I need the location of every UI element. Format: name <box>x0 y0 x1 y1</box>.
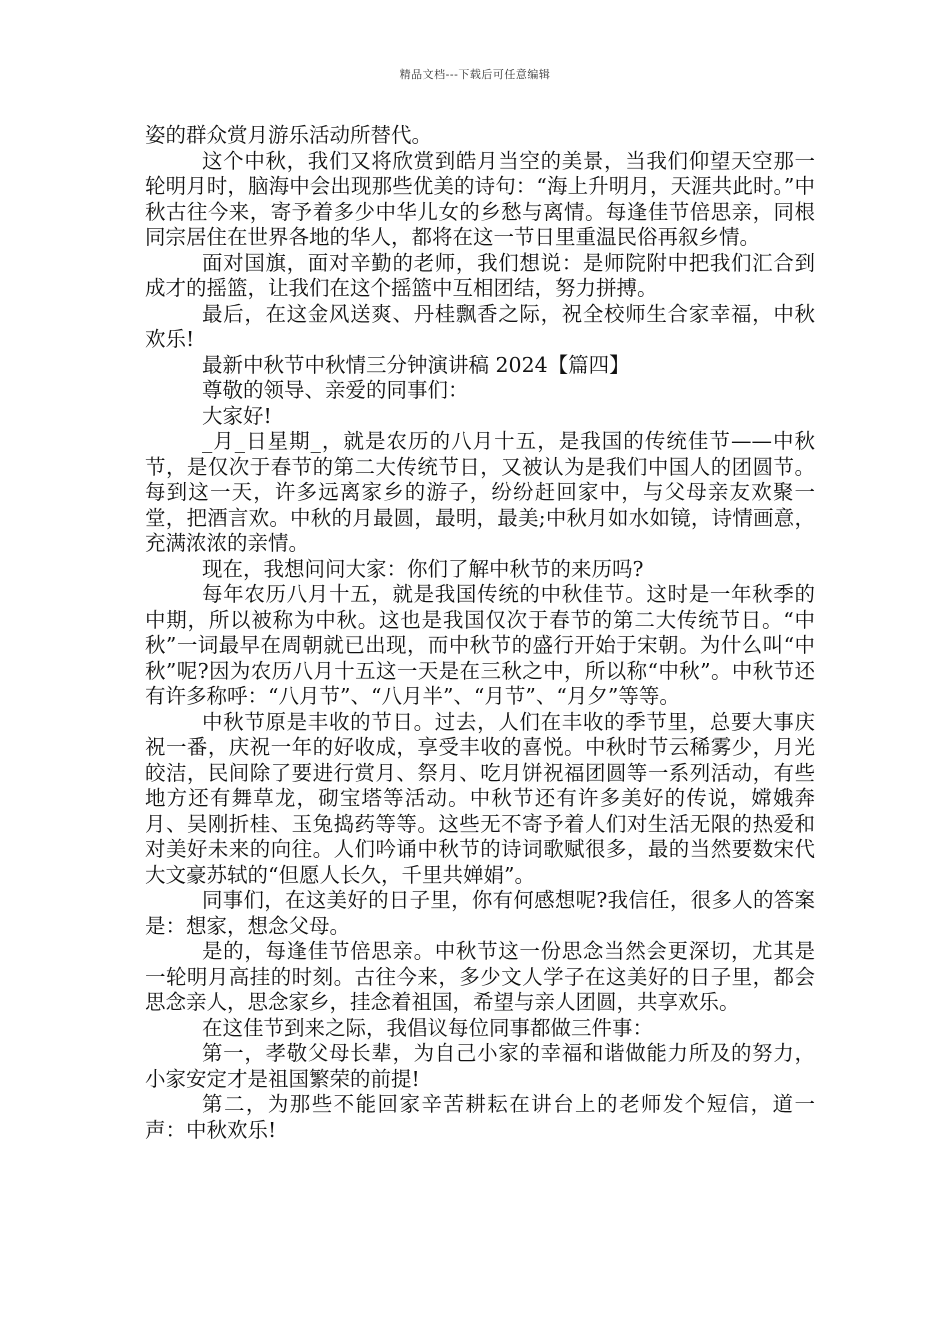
paragraph: 每年农历八月十五，就是我国传统的中秋佳节。这时是一年秋季的中期，所以被称为中秋。这也是我国仅次于春节的第二大传统节日。“中秋”一词最早在周朝就已出现，而中秋节的盛行开始于宋朝。为什么叫“中秋”呢?因为农历八月十五这一天是在三秋之中，所以称“中秋”。中秋节还有许多称呼：“八月节”、“八月半”、“月节”、“月夕”等等。 <box>145 582 815 708</box>
paragraph: 在这佳节到来之际，我倡议每位同事都做三件事： <box>202 1015 653 1040</box>
paragraph: 同事们，在这美好的日子里，你有何感想呢?我信任，很多人的答案是：想家，想念父母。 <box>145 888 815 938</box>
paragraph: 姿的群众赏月游乐活动所替代。 <box>145 123 432 147</box>
paragraph: 第一，孝敬父母长辈，为自己小家的幸福和谐做能力所及的努力，小家安定才是祖国繁荣的前提! <box>145 1041 815 1091</box>
section-heading: 最新中秋节中秋情三分钟演讲稿 2024【篇四】 <box>202 352 630 377</box>
paragraph: 这个中秋，我们又将欣赏到皓月当空的美景，当我们仰望天空那一轮明月时，脑海中会出现那些优美的诗句：“海上升明月，天涯共此时。”中秋古往今来，寄予着多少中华儿女的乡愁与离情。每逢佳节倍思亲，同根同宗居住在世界各地的华人，都将在这一节日里重温民俗再叙乡情。 <box>145 148 815 249</box>
paragraph: 现在，我想问问大家：你们了解中秋节的来历吗? <box>202 556 644 581</box>
paragraph: 最后，在这金风送爽、丹桂飘香之际，祝全校师生合家幸福，中秋欢乐! <box>145 301 815 351</box>
paragraph: 面对国旗，面对辛勤的老师，我们想说：是师院附中把我们汇合到成才的摇篮，让我们在这个摇篮中互相团结，努力拼搏。 <box>145 250 815 300</box>
document-body <box>145 123 815 1143</box>
paragraph: 第二，为那些不能回家辛苦耕耘在讲台上的老师发个短信，道一声：中秋欢乐! <box>145 1092 815 1142</box>
paragraph: 是的，每逢佳节倍思亲。中秋节这一份思念当然会更深切，尤其是一轮明月高挂的时刻。古往今来，多少文人学子在这美好的日子里，都会思念亲人，思念家乡，挂念着祖国，希望与亲人团圆，共享欢乐。 <box>145 939 815 1014</box>
paragraph: 中秋节原是丰收的节日。过去，人们在丰收的季节里，总要大事庆祝一番，庆祝一年的好收成，享受丰收的喜悦。中秋时节云稀雾少，月光皎洁，民间除了要进行赏月、祭月、吃月饼祝福团圆等一系列活动，有些地方还有舞草龙，砌宝塔等活动。中秋节还有许多美好的传说，嫦娥奔月、吴刚折桂、玉兔捣药等等。这些无不寄予着人们对生活无限的热爱和对美好未来的向往。人们吟诵中秋节的诗词歌赋很多，最的当然要数宋代大文豪苏轼的“但愿人长久，千里共婵娟”。 <box>145 709 815 887</box>
salutation: 尊敬的领导、亲爱的同事们： <box>202 378 469 402</box>
paragraph: _月_日星期_，就是农历的八月十五，是我国的传统佳节——中秋节，是仅次于春节的第二大传统节日，又被认为是我们中国人的团圆节。每到这一天，许多远离家乡的游子，纷纷赶回家中，与父母亲友欢聚一堂，把酒言欢。中秋的月最圆，最明，最美;中秋月如水如镜，诗情画意，充满浓浓的亲情。 <box>145 429 815 555</box>
greeting: 大家好! <box>202 403 272 428</box>
page-header-note: 精品文档---下载后可任意编辑 <box>399 68 551 81</box>
